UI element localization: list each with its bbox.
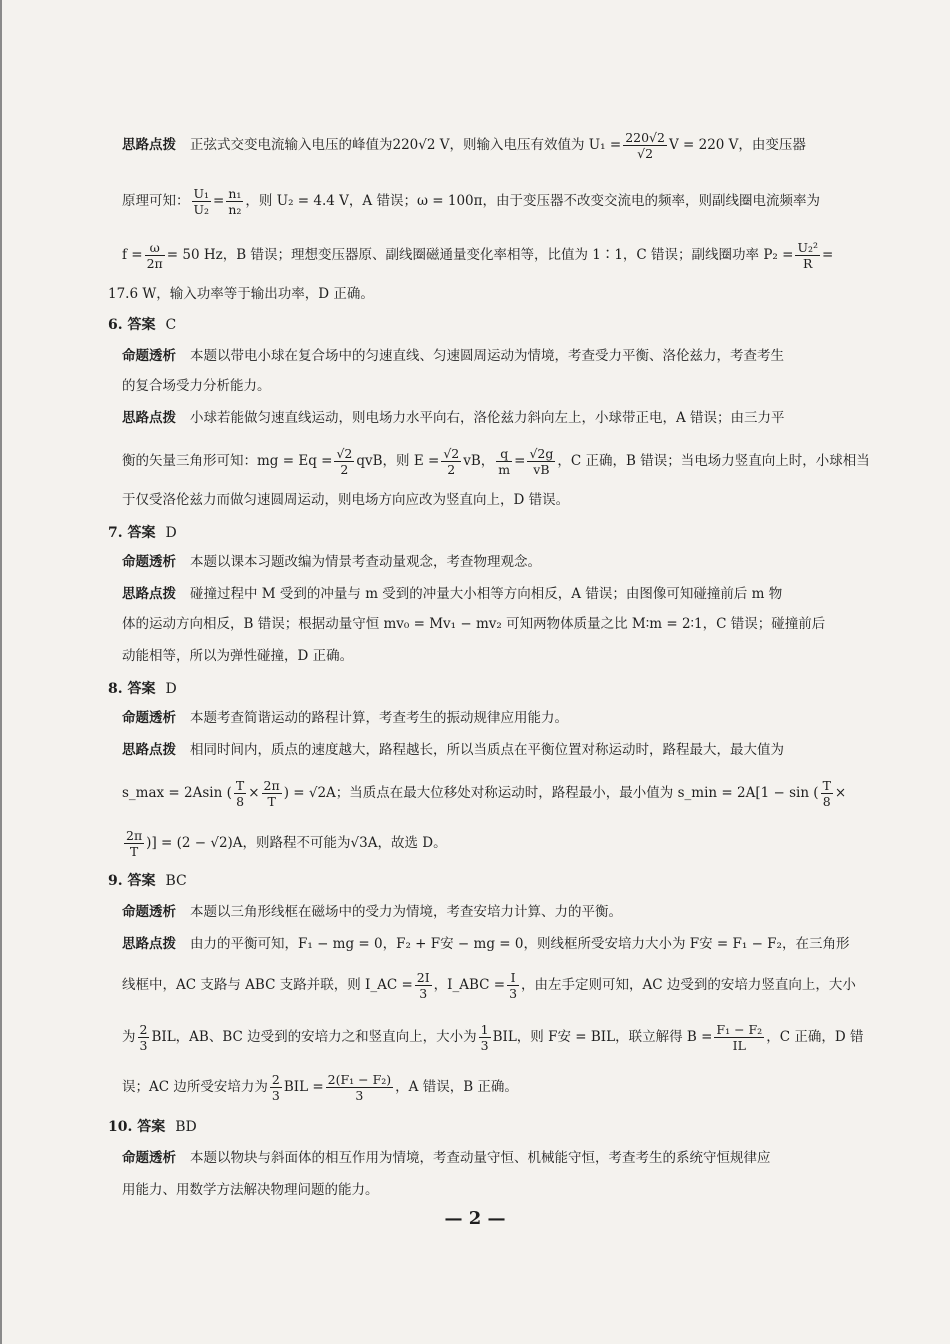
fraction: $\frac{√2}{2}$: [336, 446, 353, 477]
fraction: $\frac{√2g}{vB}$: [529, 446, 554, 477]
q8-analysis: 命题透析 本题考查简谐运动的路程计算，考查考生的振动规律应用能力。: [122, 710, 568, 726]
fraction: $\frac{q}{m}$: [498, 446, 511, 477]
q7-answer-heading: 7. 答案 D: [108, 525, 177, 541]
q8-reasoning-2: s_max = 2Asin ( $\frac{T}{8}$ × $\frac{2\pi}{T}$ ) = √2A；当质点在最大位移处对称运动时，路程最小，最小值为 s_min = 2A[1 − sin ( $\frac{T}{8}$ ×: [122, 778, 847, 809]
fraction: $\frac{220√2}{√2}$: [625, 130, 665, 161]
q6-reasoning-2: 衡的矢量三角形可知：mg = Eq = $\frac{√2}{2}$ qvB，则 E = $\frac{√2}{2}$ vB， $\frac{q}{m}$ = $\frac{√2g}{vB}$ ，C 正确，B 错误；当电场力竖直向上时，小球相当: [122, 446, 870, 477]
q8-reasoning-1: 思路点拨 相同时间内，质点的速度越大，路程越长，所以当质点在平衡位置对称运动时，路程最大，最大值为: [122, 742, 784, 758]
q5-line-4: 17.6 W，输入功率等于输出功率，D 正确。: [108, 286, 374, 302]
fraction: $\frac{I}{3}$: [509, 970, 518, 1001]
fraction: $\frac{√2}{2}$: [443, 446, 460, 477]
page-number: — 2 —: [444, 1208, 506, 1229]
q8-reasoning-3: $\frac{2\pi}{T}$ )] = (2 − √2)A，则路程不可能为√3A，故选 D。: [126, 828, 447, 859]
fraction: $\frac{\text{F₁ − F₂}}{IL}$: [716, 1022, 763, 1053]
fraction: $\frac{2I}{3}$: [416, 970, 430, 1001]
q6-analysis: 命题透析 本题以带电小球在复合场中的匀速直线、匀速圆周运动为情境，考查受力平衡、洛伦兹力，考查考生: [122, 348, 784, 364]
q6-analysis-cont: 的复合场受力分析能力。: [122, 378, 271, 394]
q9-reasoning-4: 误；AC 边所受安培力为 $\frac{2}{3}$ BIL = $\frac{\text{2(F₁ − F₂)}}{3}$ ，A 错误，B 正确。: [122, 1072, 518, 1103]
fraction: $\frac{2\pi}{T}$: [263, 778, 280, 809]
q5-line-3: f = $\frac{\omega}{2\pi}$ = 50 Hz，B 错误；理想变压器原、副线圈磁通量变化率相等，比值为 1∶1，C 错误；副线圈功率 P₂ = $\frac{\text{U₂²}}{R}$ =: [122, 240, 834, 271]
q10-answer-heading: 10. 答案 BD: [108, 1119, 197, 1135]
q7-reasoning-3: 动能相等，所以为弹性碰撞，D 正确。: [122, 648, 354, 664]
q6-answer-heading: 6. 答案 C: [108, 317, 177, 333]
q7-analysis: 命题透析 本题以课本习题改编为情景考查动量观念，考查物理观念。: [122, 554, 541, 570]
q6-reasoning-1: 思路点拨 小球若能做匀速直线运动，则电场力水平向右，洛伦兹力斜向左上，小球带正电，A 错误；由三力平: [122, 410, 785, 426]
fraction: $\frac{\omega}{2\pi}$: [146, 240, 163, 271]
q9-answer-heading: 9. 答案 BC: [108, 873, 187, 889]
q5-line-2: 原理可知： $\frac{\text{U₁}}{\text{U₂}}$ = $\frac{\text{n₁}}{\text{n₂}}$ ，则 U₂ = 4.4 V，A 错误；ω = 100π，由于变压器不改变交流电的频率，则副线圈电流频率为: [122, 186, 820, 217]
q9-reasoning-2: 线框中，AC 支路与 ABC 支路并联，则 I_AC = $\frac{2I}{3}$ ，I_ABC = $\frac{I}{3}$ ，由左手定则可知，AC 边受到的安培力竖直向上，大小: [122, 970, 856, 1001]
fraction: $\frac{\text{U₁}}{\text{U₂}}$: [193, 186, 210, 217]
fraction: $\frac{2\pi}{T}$: [126, 828, 143, 859]
q10-analysis-cont: 用能力、用数学方法解决物理问题的能力。: [122, 1182, 379, 1198]
fraction: $\frac{\text{U₂²}}{R}$: [797, 240, 818, 271]
fraction: $\frac{\text{n₁}}{\text{n₂}}$: [228, 186, 242, 217]
fraction: $\frac{\text{2(F₁ − F₂)}}{3}$: [327, 1072, 392, 1103]
fraction: $\frac{2}{3}$: [139, 1022, 148, 1053]
q10-analysis: 命题透析 本题以物块与斜面体的相互作用为情境，考查动量守恒、机械能守恒，考查考生的系统守恒规律应: [122, 1150, 771, 1166]
q9-reasoning-3: 为 $\frac{2}{3}$ BIL，AB、BC 边受到的安培力之和竖直向上，大小为 $\frac{1}{3}$ BIL，则 F安 = BIL，联立解得 B = $\frac{\text{F₁ − F₂}}{IL}$ ，C 正确，D 错: [122, 1022, 864, 1053]
q9-reasoning-1: 思路点拨 由力的平衡可知，F₁ − mg = 0，F₂ + F安 − mg = 0，则线框所受安培力大小为 F安 = F₁ − F₂，在三角形: [122, 936, 850, 952]
reasoning-label: 思路点拨: [122, 137, 176, 153]
q9-analysis: 命题透析 本题以三角形线框在磁场中的受力为情境，考查安培力计算、力的平衡。: [122, 904, 622, 920]
fraction: $\frac{T}{8}$: [822, 778, 831, 809]
page-left-edge: [0, 0, 2, 1344]
q7-reasoning-1: 思路点拨 碰撞过程中 M 受到的冲量与 m 受到的冲量大小相等方向相反，A 错误；由图像可知碰撞前后 m 物: [122, 586, 783, 602]
q6-reasoning-3: 于仅受洛伦兹力而做匀速圆周运动，则电场方向应改为竖直向上，D 错误。: [122, 492, 570, 508]
fraction: $\frac{2}{3}$: [271, 1072, 280, 1103]
fraction: $\frac{T}{8}$: [235, 778, 245, 809]
q7-reasoning-2: 体的运动方向相反，B 错误；根据动量守恒 mv₀ = Mv₁ − mv₂ 可知两物体质量之比 M∶m = 2∶1，C 错误；碰撞前后: [122, 616, 826, 632]
q8-answer-heading: 8. 答案 D: [108, 681, 177, 697]
fraction: $\frac{1}{3}$: [480, 1022, 489, 1053]
q5-line-1: 思路点拨 正弦式交变电流输入电压的峰值为220√2 V，则输入电压有效值为 U₁ = $\frac{220√2}{√2}$ V = 220 V，由变压器: [122, 130, 806, 161]
